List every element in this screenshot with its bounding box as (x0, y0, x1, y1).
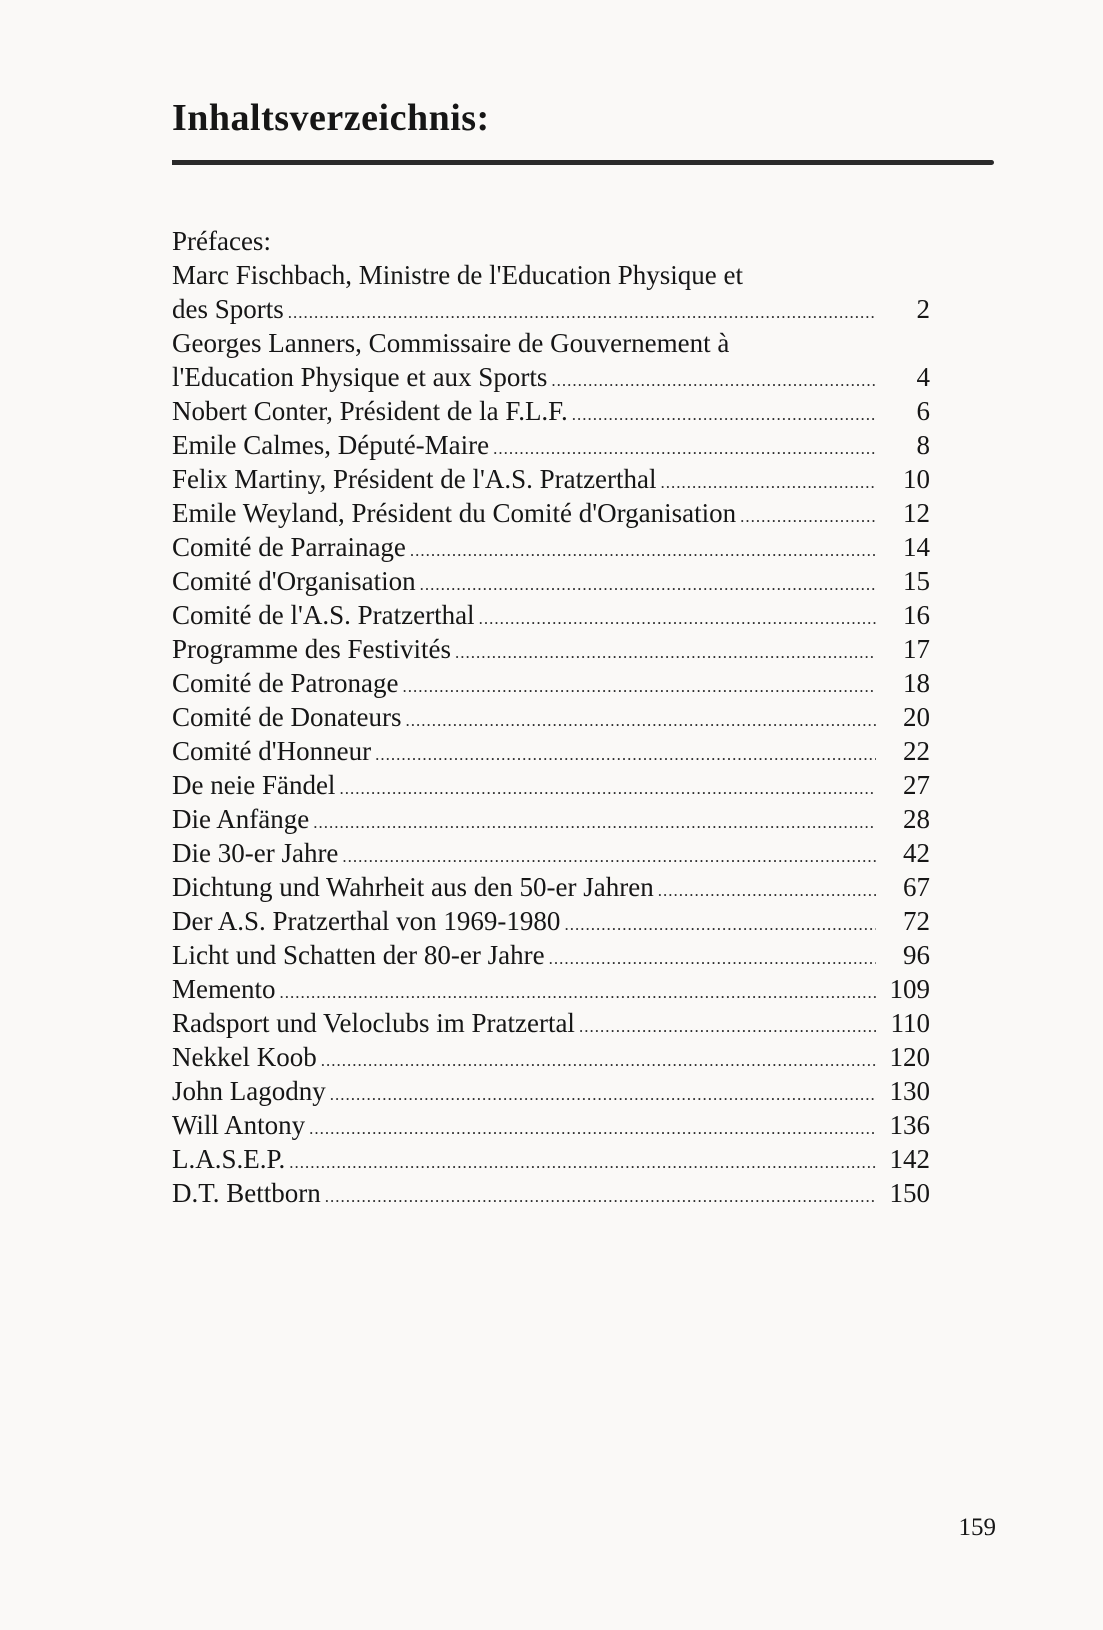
dot-leader (288, 296, 876, 330)
toc-entry (172, 326, 930, 394)
page-number: 159 (958, 1514, 996, 1541)
dot-leader (572, 398, 876, 432)
toc-entry (172, 462, 930, 496)
toc-entry-page: 142 (889, 1144, 930, 1174)
dot-leader (551, 364, 876, 398)
toc-entry (172, 768, 930, 802)
toc-entry-title: Comité de Patronage (172, 668, 399, 698)
toc-entry-first-line: Marc Fischbach, Ministre de l'Education Physique et (172, 260, 743, 290)
dot-leader (309, 1112, 876, 1146)
toc-entry-line (172, 1142, 930, 1176)
toc-entry-line (172, 1176, 930, 1210)
toc-entry-page: 20 (903, 702, 930, 732)
toc-entry (172, 1142, 930, 1176)
toc-entry (172, 598, 930, 632)
toc-entry-page: 10 (903, 464, 930, 494)
toc-entry-title: Will Antony (172, 1110, 306, 1140)
toc-entry-title: De neie Fändel (172, 770, 336, 800)
toc-entry-line (172, 632, 930, 666)
toc-entry-line (172, 292, 930, 326)
dot-leader (455, 636, 876, 670)
toc-entry-title: Memento (172, 974, 276, 1004)
toc-entry-title: des Sports (172, 294, 284, 324)
toc-entry-title: Comité de l'A.S. Pratzerthal (172, 600, 475, 630)
toc-entry-line (172, 394, 930, 428)
dot-leader (325, 1180, 876, 1214)
toc-entry-title: Dichtung und Wahrheit aus den 50-er Jahren (172, 872, 654, 902)
dot-leader (405, 704, 876, 738)
toc-entry (172, 700, 930, 734)
dot-leader (564, 908, 876, 942)
toc-entry-title: L.A.S.E.P. (172, 1144, 286, 1174)
toc-entry-page: 42 (903, 838, 930, 868)
toc-entry (172, 1074, 930, 1108)
toc-entry (172, 1176, 930, 1210)
toc-entry (172, 1040, 930, 1074)
toc-entry (172, 734, 930, 768)
prefaces-heading: Préfaces: (172, 226, 271, 256)
toc-entry-line (172, 462, 930, 496)
toc-entry-page: 130 (889, 1076, 930, 1106)
toc-entry-title: Nekkel Koob (172, 1042, 317, 1072)
dot-leader (313, 806, 876, 840)
dot-leader (549, 942, 876, 976)
toc-entry-title: Nobert Conter, Président de la F.L.F. (172, 396, 568, 426)
toc-entry-title: Die Anfänge (172, 804, 310, 834)
toc-entry-title: l'Education Physique et aux Sports (172, 362, 548, 392)
dot-leader (658, 874, 876, 908)
toc-entry-title: John Lagodny (172, 1076, 326, 1106)
toc-entry-page: 17 (903, 634, 930, 664)
dot-leader (342, 840, 876, 874)
dot-leader (321, 1044, 876, 1078)
toc-entry (172, 870, 930, 904)
title-rule (172, 160, 994, 165)
toc-entry-title: Comité d'Honneur (172, 736, 372, 766)
toc-entry-page: 18 (903, 668, 930, 698)
toc-entry-page: 150 (889, 1178, 930, 1208)
toc-entry-page: 136 (889, 1110, 930, 1140)
toc-entry-title: Die 30-er Jahre (172, 838, 339, 868)
toc-entry-title: Comité d'Organisation (172, 566, 416, 596)
toc-entry-line (172, 904, 930, 938)
toc-entry-line (172, 700, 930, 734)
toc-entry-page: 8 (916, 430, 930, 460)
dot-leader (330, 1078, 876, 1112)
toc-entry-title: Licht und Schatten der 80-er Jahre (172, 940, 545, 970)
toc-entry-page: 4 (916, 362, 930, 392)
toc-entry-page: 67 (903, 872, 930, 902)
dot-leader (410, 534, 876, 568)
toc-entry (172, 666, 930, 700)
dot-leader (279, 976, 876, 1010)
toc-entry-line (172, 1006, 930, 1040)
toc-entry-line (172, 938, 930, 972)
dot-leader (339, 772, 876, 806)
dot-leader (661, 466, 876, 500)
toc-entry (172, 496, 930, 530)
toc-entry-line (172, 360, 930, 394)
toc-entry (172, 258, 930, 326)
toc-entry-page: 27 (903, 770, 930, 800)
toc-entry-line (172, 666, 930, 700)
toc-entry-line (172, 428, 930, 462)
toc-entry-line (172, 836, 930, 870)
toc-entry-line (172, 496, 930, 530)
dot-leader (289, 1146, 876, 1180)
toc-entry-page: 6 (916, 396, 930, 426)
dot-leader (579, 1010, 876, 1044)
toc-entry-page: 72 (903, 906, 930, 936)
toc-entry-line (172, 564, 930, 598)
toc-entry-title: Emile Calmes, Député-Maire (172, 430, 490, 460)
dot-leader (402, 670, 876, 704)
toc-entry (172, 428, 930, 462)
toc-entry-title: Comité de Parrainage (172, 532, 406, 562)
toc-entry-line (172, 530, 930, 564)
dot-leader (420, 568, 876, 602)
toc-entry-title: Radsport und Veloclubs im Pratzertal (172, 1008, 575, 1038)
toc-entry-page: 15 (903, 566, 930, 596)
toc-entry-title: D.T. Bettborn (172, 1178, 321, 1208)
dot-leader (375, 738, 876, 772)
toc-entry-first-line: Georges Lanners, Commissaire de Gouvernement à (172, 328, 730, 358)
dot-leader (493, 432, 876, 466)
toc-entry (172, 1108, 930, 1142)
toc-entry-line (172, 1074, 930, 1108)
toc-entry-page: 16 (903, 600, 930, 630)
toc-entry-page: 96 (903, 940, 930, 970)
toc-entry-line (172, 1108, 930, 1142)
toc-entry-page: 110 (890, 1008, 930, 1038)
toc-entry (172, 802, 930, 836)
toc-entry-page: 109 (889, 974, 930, 1004)
toc-entry (172, 1006, 930, 1040)
toc-entry-title: Comité de Donateurs (172, 702, 402, 732)
toc-entry-page: 2 (916, 294, 930, 324)
toc-entry (172, 972, 930, 1006)
toc-entry-line (172, 768, 930, 802)
dot-leader (479, 602, 876, 636)
toc-entry-line (172, 598, 930, 632)
toc-entry-page: 14 (903, 532, 930, 562)
toc-entry-title: Programme des Festivités (172, 634, 451, 664)
page-title: Inhaltsverzeichnis: (172, 97, 490, 139)
toc-entries (172, 258, 930, 1210)
toc-entry-page: 28 (903, 804, 930, 834)
toc-entry-line (172, 972, 930, 1006)
toc-entry-title: Felix Martiny, Président de l'A.S. Pratzerthal (172, 464, 657, 494)
toc-entry (172, 394, 930, 428)
dot-leader (740, 500, 876, 534)
toc-entry-page: 12 (903, 498, 930, 528)
toc-entry (172, 938, 930, 972)
toc-entry (172, 530, 930, 564)
toc-entry-title: Emile Weyland, Président du Comité d'Organisation (172, 498, 737, 528)
toc-entry (172, 836, 930, 870)
toc-entry-page: 120 (889, 1042, 930, 1072)
table-of-contents (172, 224, 930, 1210)
toc-entry-line (172, 734, 930, 768)
toc-entry-line (172, 870, 930, 904)
toc-entry-line (172, 802, 930, 836)
toc-entry (172, 632, 930, 666)
toc-entry-line (172, 1040, 930, 1074)
toc-entry-page: 22 (903, 736, 930, 766)
toc-entry (172, 904, 930, 938)
toc-entry-title: Der A.S. Pratzerthal von 1969-1980 (172, 906, 561, 936)
toc-entry (172, 564, 930, 598)
